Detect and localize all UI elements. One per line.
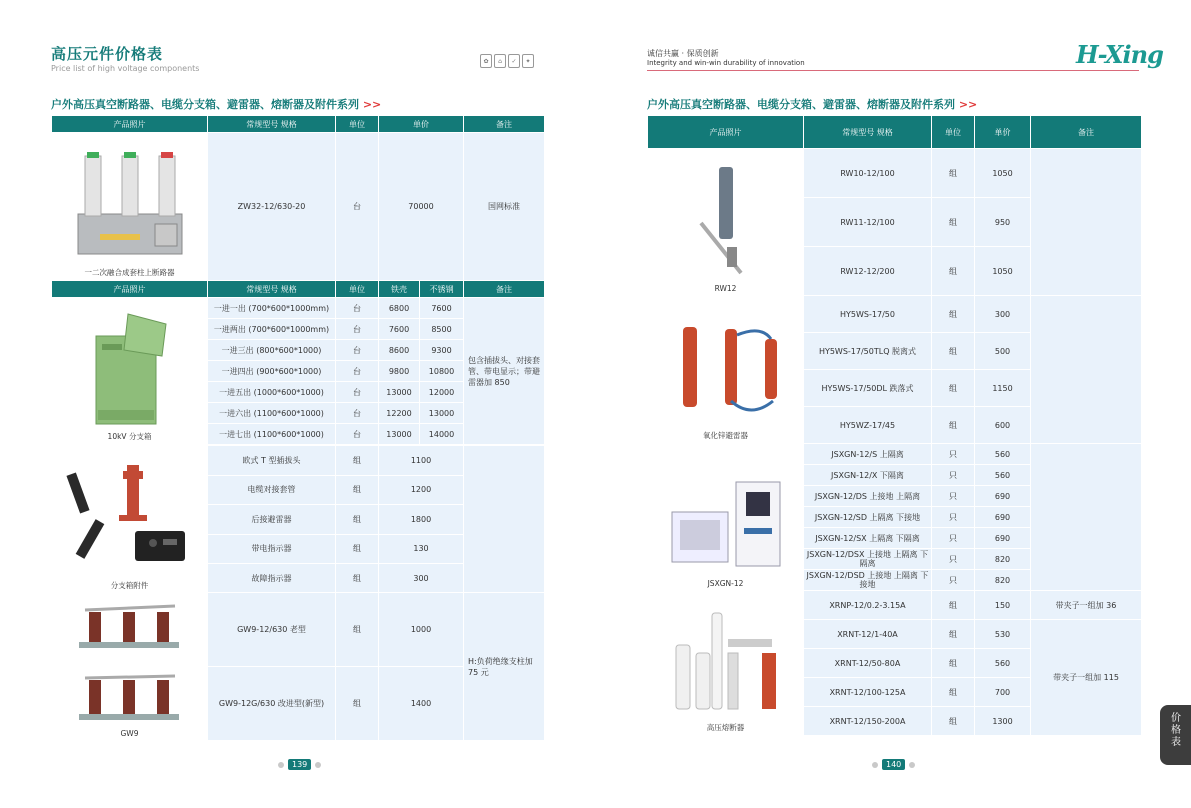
- unit-cell: 台: [336, 319, 379, 340]
- col-unit: 单位: [336, 116, 379, 133]
- page-number-text: 140: [882, 759, 905, 770]
- page-subtitle: Price list of high voltage components: [51, 64, 200, 73]
- model-cell: JSXGN-12/DSX 上接地 上隔离 下隔离: [804, 549, 932, 570]
- unit-cell: 组: [932, 247, 975, 296]
- price-cell: 500: [975, 333, 1031, 370]
- model-cell: JSXGN-12/DS 上接地 上隔离: [804, 486, 932, 507]
- cert-icon: ✓: [508, 54, 520, 68]
- unit-cell: 组: [336, 475, 379, 505]
- price-cell: 1150: [975, 370, 1031, 407]
- model-cell: 欧式 T 型插拔头: [208, 446, 336, 476]
- photo-label: 10kV 分支箱: [107, 432, 152, 441]
- price-cell: 1800: [379, 505, 464, 535]
- breaker-table: [51, 115, 545, 281]
- steel-price-cell: 8500: [420, 319, 464, 340]
- cert-icon: ✦: [522, 54, 534, 68]
- model-cell: XRNT-12/1-40A: [804, 620, 932, 649]
- price-cell: 130: [379, 534, 464, 564]
- unit-cell: 组: [932, 149, 975, 198]
- unit-cell: 台: [336, 340, 379, 361]
- price-list-side-tab[interactable]: [1160, 705, 1191, 765]
- unit-cell: 只: [932, 549, 975, 570]
- model-cell: 一进六出 (1100*600*1000): [208, 403, 336, 424]
- model-cell: RW12-12/200: [804, 247, 932, 296]
- price-cell: 700: [975, 678, 1031, 707]
- unit-cell: 台: [336, 382, 379, 403]
- switch-mechanism-image: [666, 472, 786, 576]
- model-cell: 电缆对接套管: [208, 475, 336, 505]
- price-cell: 560: [975, 444, 1031, 465]
- unit-cell: 组: [932, 649, 975, 678]
- disconnector-table: [51, 592, 545, 741]
- price-cell: 820: [975, 570, 1031, 591]
- note-cell: [1031, 444, 1142, 591]
- model-cell: 一进一出 (700*600*1000mm): [208, 298, 336, 319]
- price-cell: 530: [975, 620, 1031, 649]
- col-note: 备注: [464, 116, 545, 133]
- price-cell: 820: [975, 549, 1031, 570]
- unit-cell: 组: [932, 678, 975, 707]
- unit-cell: 组: [932, 591, 975, 620]
- model-cell: 后接避雷器: [208, 505, 336, 535]
- price-cell: 300: [379, 564, 464, 594]
- iron-price-cell: 13000: [379, 424, 420, 445]
- cert-icon: ✿: [480, 54, 492, 68]
- steel-price-cell: 14000: [420, 424, 464, 445]
- product-photo: [52, 593, 208, 741]
- unit-cell: 组: [932, 407, 975, 444]
- pager-dot: [278, 762, 284, 768]
- unit-cell: 组: [336, 667, 379, 741]
- unit-cell: 台: [336, 403, 379, 424]
- side-tab-char: 表: [1171, 737, 1181, 748]
- arrester-image: [661, 315, 791, 427]
- unit-cell: 组: [932, 333, 975, 370]
- unit-cell: 台: [336, 361, 379, 382]
- unit-cell: 只: [932, 444, 975, 465]
- model-cell: 一进两出 (700*600*1000mm): [208, 319, 336, 340]
- price-cell: 950: [975, 198, 1031, 247]
- note-cell: H:负荷绝缘支柱加 75 元: [464, 593, 545, 741]
- photo-label: 氧化锌避雷器: [703, 431, 748, 440]
- col-model: 常规型号 规格: [804, 116, 932, 149]
- price-cell: 560: [975, 649, 1031, 678]
- model-cell: HY5WZ-17/45: [804, 407, 932, 444]
- model-cell: 故障指示器: [208, 564, 336, 594]
- note-cell: [1031, 149, 1142, 296]
- product-photo: [52, 133, 208, 281]
- photo-label: JSXGN-12: [707, 579, 744, 588]
- side-tab-char: 格: [1171, 725, 1181, 736]
- col-note: 备注: [464, 281, 545, 298]
- model-cell: JSXGN-12/S 上隔离: [804, 444, 932, 465]
- price-cell: 560: [975, 465, 1031, 486]
- fuse-cutout-image: [691, 163, 761, 281]
- iron-price-cell: 6800: [379, 298, 420, 319]
- photo-label: 一二次融合成套柱上断路器: [84, 268, 175, 277]
- product-photo: [52, 446, 208, 594]
- note-cell: 带夹子一组加 36: [1031, 591, 1142, 620]
- price-cell: 1100: [379, 446, 464, 476]
- photo-label: 高压熔断器: [706, 723, 745, 732]
- unit-cell: 只: [932, 486, 975, 507]
- unit-cell: 组: [336, 564, 379, 594]
- page-number: [278, 759, 321, 770]
- product-photo: [648, 591, 804, 736]
- iron-price-cell: 8600: [379, 340, 420, 361]
- accessory-table: [51, 445, 545, 594]
- section-arrow: >>: [362, 98, 382, 111]
- certification-icons: [480, 54, 534, 68]
- price-cell: 1200: [379, 475, 464, 505]
- note-cell: 包含插拔头、对接套管、带电显示；带避雷器加 850: [464, 298, 545, 445]
- steel-price-cell: 10800: [420, 361, 464, 382]
- model-cell: XRNT-12/150-200A: [804, 707, 932, 736]
- product-photo: [648, 149, 804, 296]
- unit-cell: 只: [932, 570, 975, 591]
- breaker-image: [70, 146, 190, 264]
- model-cell: JSXGN-12/SD 上隔离 下接地: [804, 507, 932, 528]
- unit-cell: 组: [932, 620, 975, 649]
- model-cell: XRNT-12/100-125A: [804, 678, 932, 707]
- price-cell: 690: [975, 507, 1031, 528]
- steel-price-cell: 9300: [420, 340, 464, 361]
- pager-dot: [872, 762, 878, 768]
- unit-cell: 台: [336, 133, 379, 281]
- brand-logo: H-Xing: [1076, 40, 1163, 69]
- accessory-image: [65, 459, 195, 577]
- steel-price-cell: 7600: [420, 298, 464, 319]
- unit-cell: 组: [336, 505, 379, 535]
- branch-box-table: [51, 280, 545, 445]
- col-note: 备注: [1031, 116, 1142, 149]
- note-cell: 带夹子一组加 115: [1031, 620, 1142, 736]
- price-cell: 150: [975, 591, 1031, 620]
- price-cell: 1300: [975, 707, 1031, 736]
- section-title-text: 户外高压真空断路器、电缆分支箱、避雷器、熔断器及附件系列: [51, 98, 359, 111]
- model-cell: HY5WS-17/50DL 跌落式: [804, 370, 932, 407]
- section-title: [647, 96, 977, 112]
- product-photo: [648, 296, 804, 444]
- cert-icon: ⌂: [494, 54, 506, 68]
- slogan-cn: 诚信共赢 · 保质创新: [647, 49, 719, 58]
- iron-price-cell: 12200: [379, 403, 420, 424]
- unit-cell: 只: [932, 528, 975, 549]
- unit-cell: 组: [932, 707, 975, 736]
- price-cell: 690: [975, 486, 1031, 507]
- page-title: 高压元件价格表: [51, 45, 164, 63]
- note-cell: [1031, 296, 1142, 444]
- right-price-table: [647, 115, 1142, 736]
- note-cell: 国网标准: [464, 133, 545, 281]
- iron-price-cell: 7600: [379, 319, 420, 340]
- col-price: 单价: [379, 116, 464, 133]
- col-photo: 产品照片: [648, 116, 804, 149]
- price-cell: 1050: [975, 149, 1031, 198]
- pager-dot: [909, 762, 915, 768]
- model-cell: ZW32-12/630-20: [208, 133, 336, 281]
- price-cell: 70000: [379, 133, 464, 281]
- unit-cell: 组: [336, 446, 379, 476]
- photo-label: RW12: [714, 284, 737, 293]
- photo-label: GW9: [120, 729, 139, 738]
- unit-cell: 组: [336, 534, 379, 564]
- model-cell: XRNP-12/0.2-3.15A: [804, 591, 932, 620]
- unit-cell: 台: [336, 424, 379, 445]
- product-photo: [52, 298, 208, 445]
- photo-label: 分支箱附件: [110, 580, 149, 590]
- section-arrow: >>: [958, 98, 978, 111]
- price-cell: 1050: [975, 247, 1031, 296]
- model-cell: XRNT-12/50-80A: [804, 649, 932, 678]
- model-cell: GW9-12/630 老型: [208, 593, 336, 667]
- model-cell: 一进四出 (900*600*1000): [208, 361, 336, 382]
- unit-cell: 只: [932, 507, 975, 528]
- pager-dot: [315, 762, 321, 768]
- model-cell: HY5WS-17/50: [804, 296, 932, 333]
- price-cell: 1000: [379, 593, 464, 667]
- price-cell: 600: [975, 407, 1031, 444]
- col-unit: 单位: [932, 116, 975, 149]
- unit-cell: 台: [336, 298, 379, 319]
- model-cell: RW11-12/100: [804, 198, 932, 247]
- section-title-text: 户外高压真空断路器、电缆分支箱、避雷器、熔断器及附件系列: [647, 98, 955, 111]
- price-cell: 690: [975, 528, 1031, 549]
- unit-cell: 组: [932, 370, 975, 407]
- model-cell: 一进五出 (1000*600*1000): [208, 382, 336, 403]
- price-cell: 1400: [379, 667, 464, 741]
- disconnector-image: [75, 598, 185, 726]
- section-title: [51, 96, 381, 112]
- model-cell: 一进七出 (1100*600*1000): [208, 424, 336, 445]
- iron-price-cell: 13000: [379, 382, 420, 403]
- right-page: [596, 0, 1191, 808]
- model-cell: HY5WS-17/50TLQ 脱离式: [804, 333, 932, 370]
- model-cell: 一进三出 (800*600*1000): [208, 340, 336, 361]
- iron-price-cell: 9800: [379, 361, 420, 382]
- branch-box-image: [88, 310, 172, 428]
- col-steel: 不锈钢: [420, 281, 464, 298]
- unit-cell: 只: [932, 465, 975, 486]
- unit-cell: 组: [932, 296, 975, 333]
- model-cell: 带电指示器: [208, 534, 336, 564]
- col-photo: 产品照片: [52, 116, 208, 133]
- hv-fuse-image: [666, 603, 786, 719]
- col-price: 单价: [975, 116, 1031, 149]
- page-number-text: 139: [288, 759, 311, 770]
- product-photo: [648, 444, 804, 591]
- col-unit: 单位: [336, 281, 379, 298]
- model-cell: GW9-12G/630 改进型(新型): [208, 667, 336, 741]
- steel-price-cell: 13000: [420, 403, 464, 424]
- header-divider: [647, 70, 1139, 71]
- col-iron: 铁壳: [379, 281, 420, 298]
- price-cell: 300: [975, 296, 1031, 333]
- col-model: 常规型号 规格: [208, 116, 336, 133]
- model-cell: JSXGN-12/SX 上隔离 下隔离: [804, 528, 932, 549]
- unit-cell: 组: [932, 198, 975, 247]
- model-cell: JSXGN-12/X 下隔离: [804, 465, 932, 486]
- note-cell: [464, 446, 545, 594]
- slogan-en: Integrity and win-win durability of innovation: [647, 59, 805, 67]
- side-tab-char: 价: [1171, 713, 1181, 724]
- page-number: [872, 759, 915, 770]
- model-cell: JSXGN-12/DSD 上接地 上隔离 下接地: [804, 570, 932, 591]
- model-cell: RW10-12/100: [804, 149, 932, 198]
- col-photo: 产品照片: [52, 281, 208, 298]
- steel-price-cell: 12000: [420, 382, 464, 403]
- col-model: 常规型号 规格: [208, 281, 336, 298]
- unit-cell: 组: [336, 593, 379, 667]
